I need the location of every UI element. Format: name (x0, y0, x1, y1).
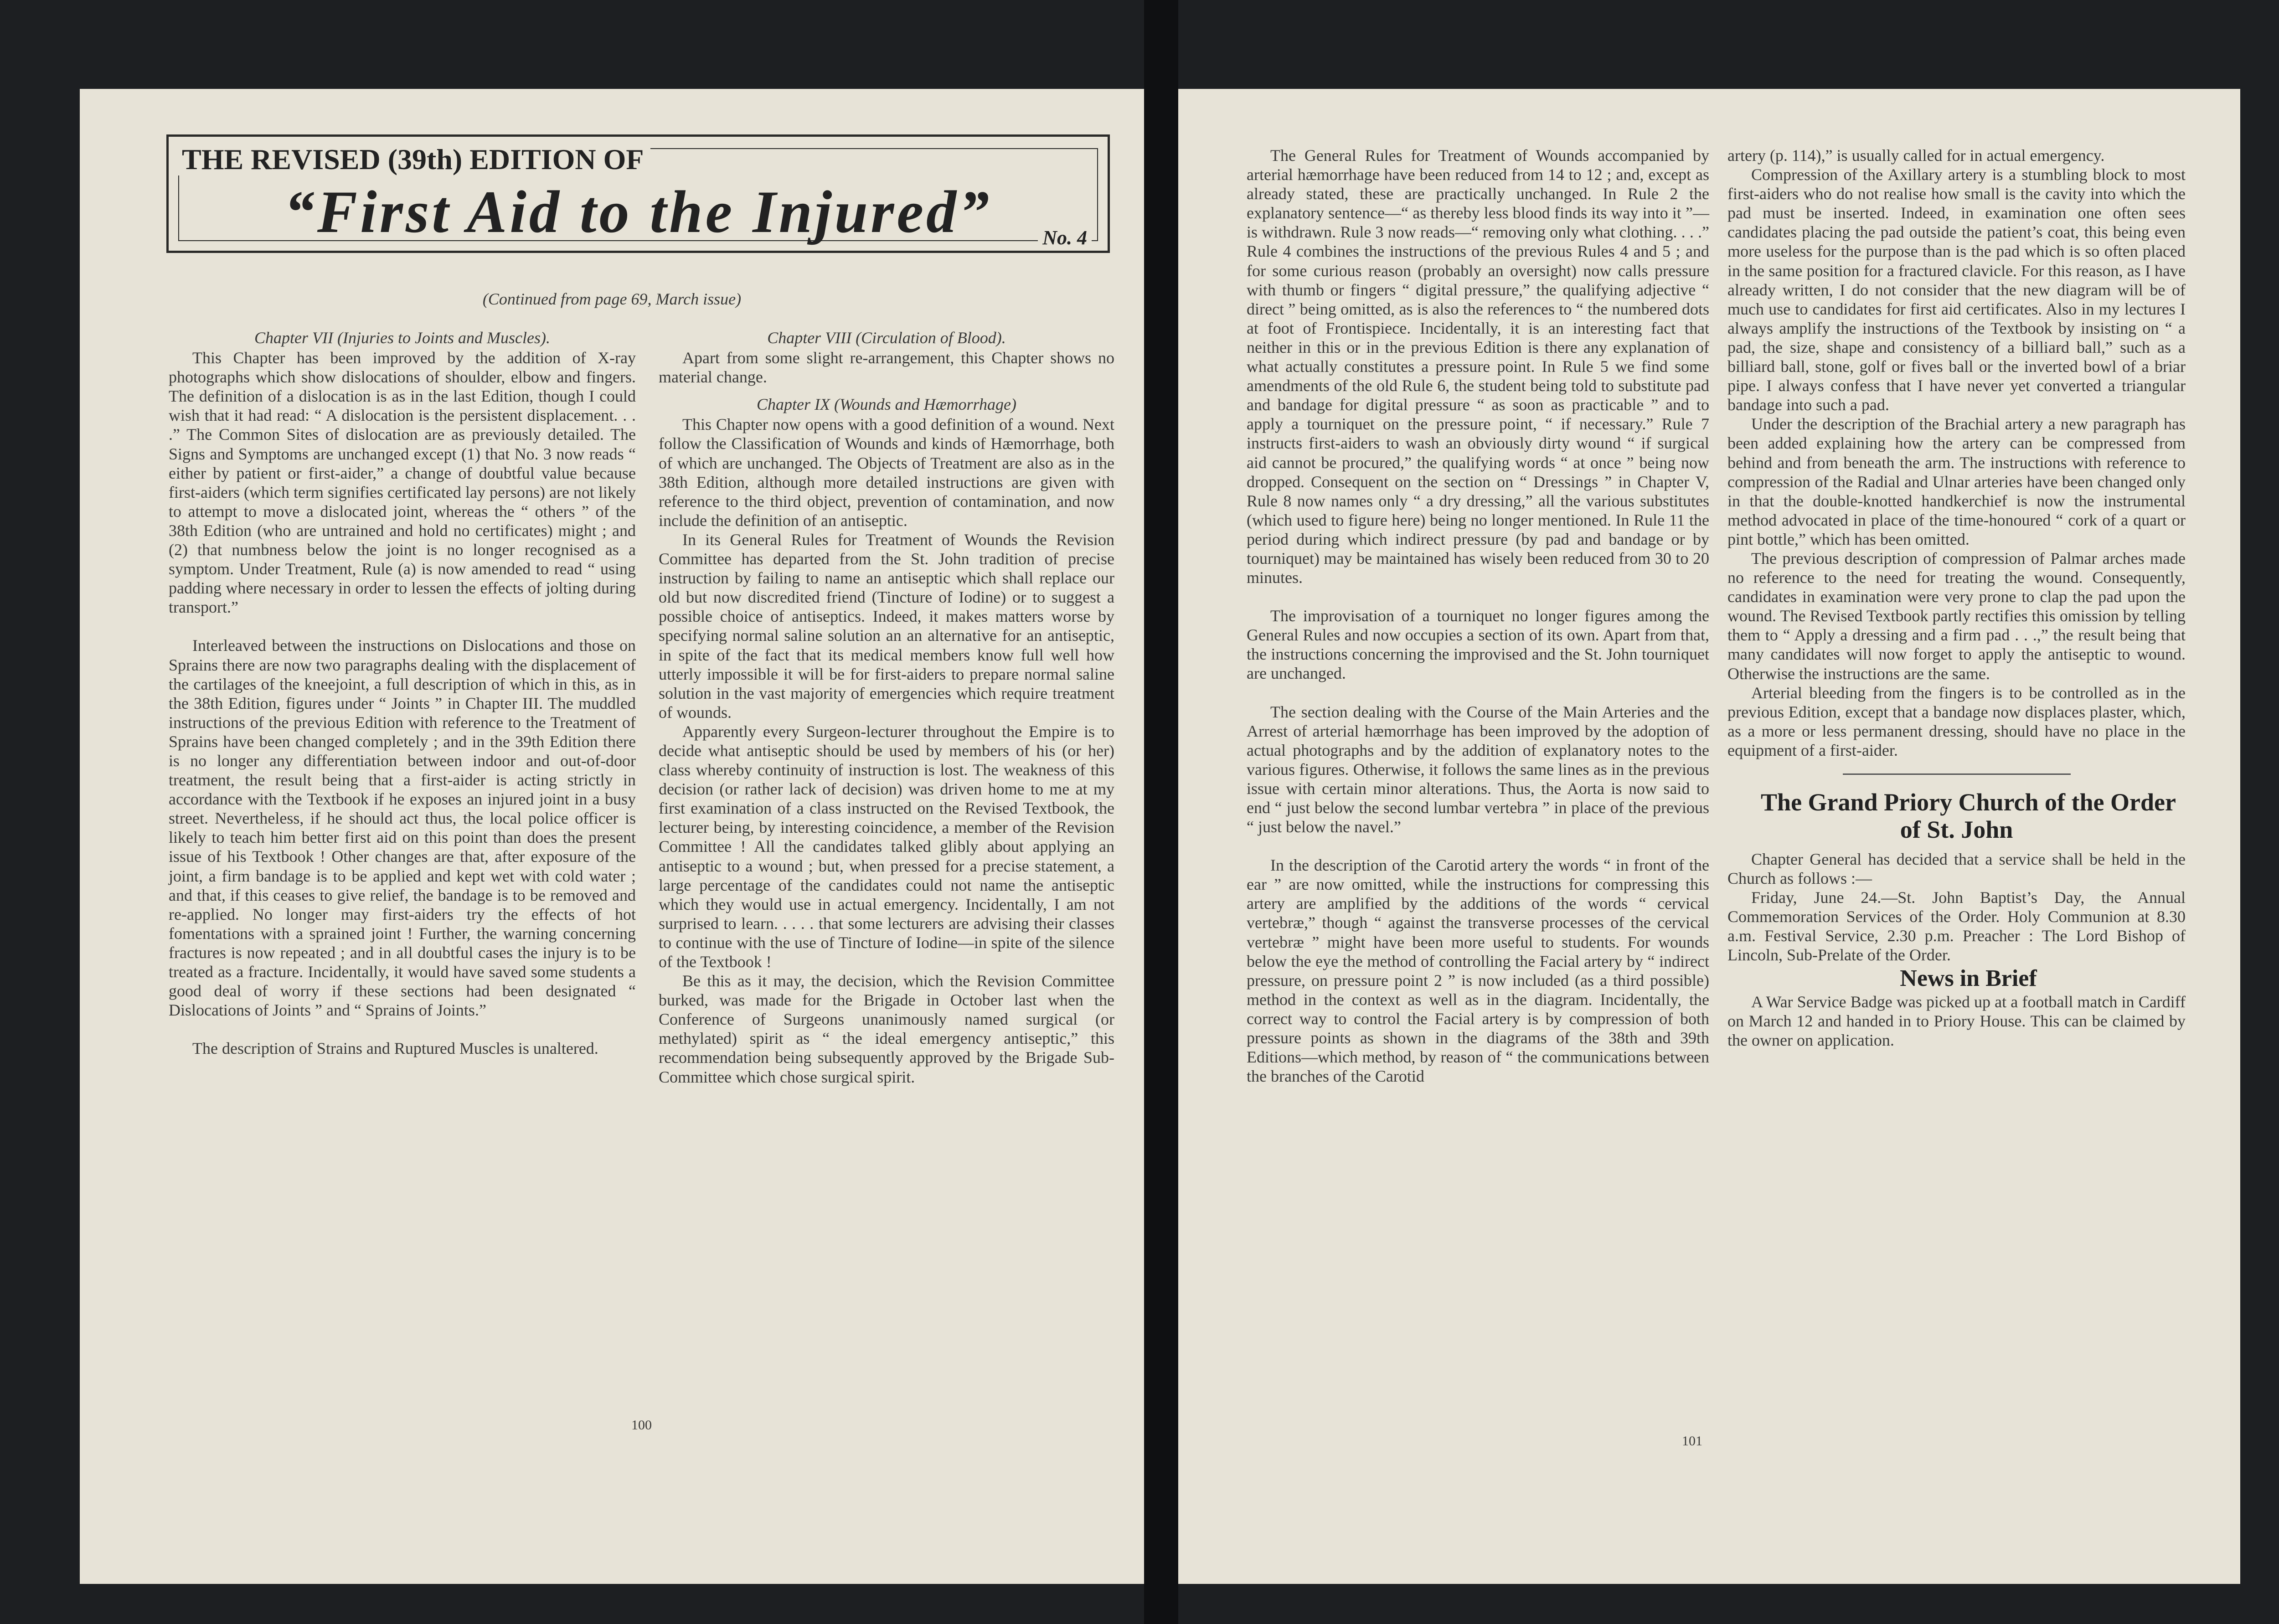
paragraph: Apart from some slight re-arrangement, this Chapter shows no material change. (659, 349, 1114, 387)
paragraph: The section dealing with the Course of the Main Arteries and the Arrest of arterial hæmorrhage has been improved by the adoption of actual photographs and by the addition of explanatory notes to the various figures. Otherwise, it follows the same lines as in the previous issue with certain minor alterations. Thus, the Aorta is now said to end “ just below the second lumbar vertebra ” in place of the previous “ just below the navel.” (1247, 702, 1709, 836)
left-page (80, 89, 1144, 1584)
paragraph: Compression of the Axillary artery is a stumbling block to most first-aiders who do not realise how small is the cavity into which the pad must be inserted. Indeed, in examination one often sees candidates placing the pad outside the patient’s coat, this being even more useless for the purpose than is the pad which is so often placed in the same position for a fractured clavicle. For this reason, as I have already written, I do not consider that the new diagram will be of much use to candidates for first aid certificates. Also in my lectures I always amplify the instructions of the Textbook by insisting on “ a pad, the size, shape and consistency of a billiard ball,” such as a billiard ball, stone, golf or fives ball or the inverted bowl of a briar pipe. I always confess that I have never yet converted a triangular bandage into such a pad. (1727, 165, 2186, 414)
article-title: “First Aid to the Injured” (284, 178, 992, 245)
paragraph: A War Service Badge was picked up at a football match in Cardiff on March 12 and handed in to Priory House. This can be claimed by the owner on application. (1727, 992, 2186, 1049)
paragraph: Chapter General has decided that a service shall be held in the Church as follows :— (1727, 850, 2186, 888)
page-number: 100 (631, 1418, 652, 1433)
page-number: 101 (1682, 1433, 1702, 1449)
paragraph: The description of Strains and Ruptured Muscles is unaltered. (192, 1039, 598, 1058)
chapter-heading: Chapter IX (Wounds and Hæmorrhage) (756, 395, 1016, 414)
issue-number: No. 4 (1038, 227, 1092, 249)
continued-note: (Continued from page 69, March issue) (482, 290, 742, 308)
paragraph: This Chapter now opens with a good definition of a wound. Next follow the Classification of Wounds and kinds of Hæmorrhage, both of which are unchanged. The Objects of Treatment are also as in the 38th Edition, although more detailed instructions are given with reference to the third object, prevention of contamination, and now include the definition of an antiseptic. (659, 415, 1114, 530)
paragraph: artery (p. 114),” is usually called for in actual emergency. (1727, 146, 2105, 165)
right-column-1 (1247, 146, 1709, 1086)
paragraph: The improvisation of a tourniquet no longer figures among the General Rules and now occupies a section of its own. Apart from that, the instructions concerning the improvised and the St. John tourniquet are unchanged. (1247, 607, 1709, 683)
paragraph: Be this as it may, the decision, which the Revision Committee burked, was made for the Brigade in October last when the Conference of Surgeons unanimously named surgical (or methylated) spirit as “ the ideal emergency antiseptic,” this recommendation being subsequently approved by the Brigade Sub-Committee which chose surgical spirit. (659, 972, 1114, 1086)
paragraph: In the description of the Carotid artery the words “ in front of the ear ” are now omitted, while the instructions for compressing this artery are amplified by the additions of the words “ cervical vertebræ,” though “ against the transverse processes of the cervical vertebræ ” might have been more useful to students. For wounds below the eye the method of controlling the Facial artery by “ indirect pressure, on pressure point 2 ” is now included (as a third possible) method in the context as well as in the diagram. Incidentally, the correct way to control the Facial artery is by compression of both pressure points as shown in the diagrams of the 38th and 39th Editions—which method, by reason of “ the communications between the branches of the Carotid (1247, 856, 1709, 1086)
paragraph: Under the description of the Brachial artery a new paragraph has been added explaining how the artery can be compressed from behind and from beneath the arm. The instructions with reference to compression of the Radial and Ulnar arteries have been changed only in that the double-knotted handkerchief is now the instrumental method advocated in place of the time-honoured “ cork of a quart or pint bottle,” which has been omitted. (1727, 415, 2186, 548)
chapter-heading: Chapter VII (Injuries to Joints and Muscles). (254, 329, 550, 347)
left-column-2 (659, 328, 1114, 1087)
paragraph: The previous description of compression of Palmar arches made no reference to the need for treating the wound. Consequently, candidates in examination were very prone to clap the pad upon the wound. The Revised Textbook partly rectifies this omission by telling them to “ Apply a dressing and a firm pad . . .,” the result being that many candidates will now forget to apply the antiseptic to wound. Otherwise the instructions are the same. (1727, 549, 2186, 683)
priory-heading: The Grand Priory Church of the Order of St. John (1761, 789, 2176, 843)
section-divider (1843, 773, 2071, 775)
paragraph: Interleaved between the instructions on Dislocations and those on Sprains there are now two paragraphs dealing with the displacement of the cartilages of the kneejoint, a full description of which in this, as in the 38th Edition, figures under “ Joints ” in Chapter III. The muddled instructions of the previous Edition with reference to the Treatment of Sprains have been changed completely ; and in the 39th Edition there is no longer any differentiation between indoor and out-of-door treatment, the result being that a first-aider is acting strictly in accordance with the Textbook if he exposes an injured joint in a busy street. Nevertheless, if he should act thus, the local police officer is likely to teach him better first aid on this point than does the present issue of his Textbook ! Other changes are that, after exposure of the joint, a firm bandage is to be applied and kept wet with cold water ; and that, if this ceases to give relief, the bandage is to be removed and re-applied. No longer may first-aiders try the effects of hot fomentations with a sprained joint ! Further, the warning concerning fractures is now repeated ; and in all doubtful cases the injury is to be treated as a fracture. Incidentally, it would have saved some students a good deal of worry if these sections had been designated “ Dislocations of Joints ” and “ Sprains of Joints.” (169, 636, 636, 1020)
left-column-1 (169, 328, 636, 1058)
right-page (1178, 89, 2240, 1584)
chapter-heading: Chapter VIII (Circulation of Blood). (767, 329, 1006, 347)
paragraph: This Chapter has been improved by the addition of X-ray photographs which show dislocations of shoulder, elbow and fingers. The definition of a dislocation is as in the last Edition, though I could wish that it had read: “ A dislocation is the persistent displacement. . . .” The Common Sites of dislocation are as previously detailed. The Signs and Symptoms are unchanged except (1) that No. 3 now reads “ either by patient or first-aider,” a change of doubtful value because first-aiders (which term signifies certificated lay persons) are not likely to attempt to move a dislocated joint, whereas the “ others ” of the 38th Edition (who are untrained and hold no certificates) might ; and (2) that numbness below the joint is no longer recognised as a symptom. Under Treatment, Rule (a) is now amended to read “ using padding where necessary in order to lessen the effects of jolting during transport.” (169, 349, 636, 617)
paragraph: Friday, June 24.—St. John Baptist’s Day, the Annual Commemoration Services of the Order. Holy Communion at 8.30 a.m. Festival Service, 2.30 p.m. Preacher : The Lord Bishop of Lincoln, Sub-Prelate of the Order. (1727, 888, 2186, 964)
right-column-2 (1727, 146, 2186, 1050)
news-heading: News in Brief (1900, 965, 2037, 991)
page-gutter (1144, 0, 1178, 1624)
paragraph: The General Rules for Treatment of Wounds accompanied by arterial hæmorrhage have been reduced from 14 to 12 ; and, except as already stated, these are practically unchanged. In Rule 2 the explanatory sentence—“ as thereby less blood finds its way into it ”—is withdrawn. Rule 3 now reads—“ removing only what clothing. . . .” Rule 4 combines the instructions of the previous Rules 4 and 5 ; and for some curious reason (probably an oversight) now calls pressure with thumb or fingers “ digital pressure,” the qualifying adjective “ direct ” being omitted, as is also the references to “ the numbered dots at foot of Frontispiece. Incidentally, it is an interesting fact that neither in this or in the previous Edition is there any explanation of what actually constitutes a pressure point. In Rule 5 we find some amendments of the old Rule 6, the student being told to substitute pad and bandage for digital pressure “ as soon as practicable ” and to apply a tourniquet on the pressure point, “ if necessary.” Rule 7 instructs first-aiders to wash an obviously dirty wound “ if surgical aid cannot be procured,” the qualifying words “ at once ” being now dropped. Consequent on the section on “ Dressings ” in Chapter V, Rule 8 now names only “ a dry dressing,” all the various substitutes (which used to figure here) being no longer mentioned. In Rule 11 the period during which indirect pressure (by pad and bandage or by tourniquet) may be maintained has wisely been reduced from 30 to 20 minutes. (1247, 146, 1709, 587)
article-masthead (166, 134, 1110, 253)
masthead-kicker: THE REVISED (39th) EDITION OF (175, 144, 650, 175)
paragraph: Arterial bleeding from the fingers is to be controlled as in the previous Edition, except that a bandage now displaces plaster, which, as a more or less permanent dressing, should have no place in the equipment of a first-aider. (1727, 683, 2186, 759)
paragraph: In its General Rules for Treatment of Wounds the Revision Committee has departed from the St. John tradition of precise instruction by failing to name an antiseptic which shall replace our old but now discredited friend (Tincture of Iodine) or to suggest a possible choice of antiseptics. Indeed, it makes matters worse by specifying normal saline solution an an alternative for an antiseptic, in spite of the fact that its medical members know full well how utterly impossible it will be for first-aiders to prepare normal saline solution in the vast majority of emergencies which require treatment of wounds. (659, 530, 1114, 722)
paragraph: Apparently every Surgeon-lecturer throughout the Empire is to decide what antiseptic should be used by members of his (or her) class whereby continuity of instruction is lost. The weakness of this decision (or rather lack of decision) was driven home to me at my first examination of a class instructed on the Revised Textbook, the lecturer being, by interesting coincidence, a member of the Revision Committee ! All the candidates talked glibly about applying an antiseptic to a wound ; but, when pressed for a precise statement, a large percentage of the candidates could not name the antiseptic which they would use in actual emergency. Incidentally, I am not surprised to learn. . . . . that some lecturers are advising their classes to continue with the use of Tincture of Iodine—in spite of the silence of the Textbook ! (659, 722, 1114, 971)
